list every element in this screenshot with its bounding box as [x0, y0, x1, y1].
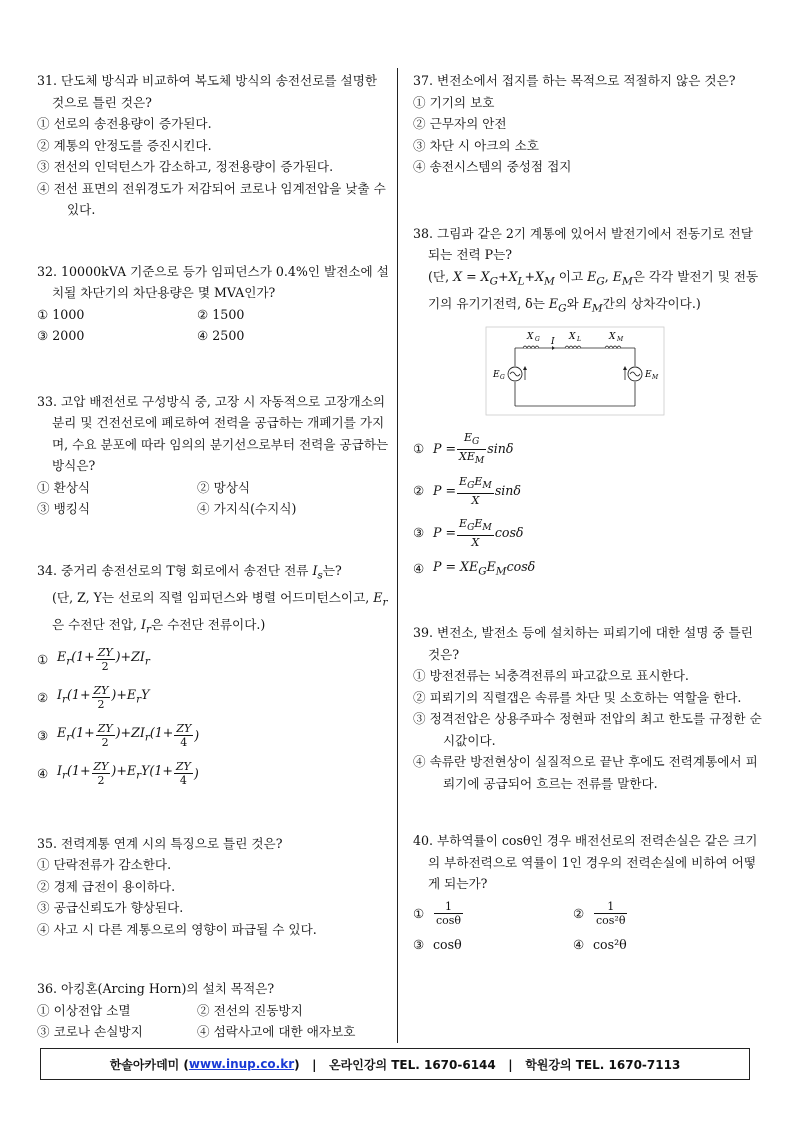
- question-34-title: 34. 중거리 송전선로의 T형 회로에서 송전단 전류 $I_s$는?: [37, 562, 342, 582]
- question-40-option-4[interactable]: ④ cos²θ: [573, 936, 627, 952]
- question-37: [413, 70, 765, 178]
- left-column: [37, 70, 389, 1043]
- question-35-option-3[interactable]: ③ 공급신뢰도가 향상된다.: [37, 900, 184, 916]
- question-31-option-3[interactable]: ③ 전선의 인덕턴스가 감소하고, 정전용량이 증가된다.: [37, 159, 334, 174]
- question-40-option-1[interactable]: ① $\frac{1}{\cos\theta}$: [413, 900, 462, 928]
- question-40-option-2[interactable]: ② $\frac{1}{\text{cos²θ}}$: [573, 900, 626, 928]
- question-34-option-3[interactable]: ③ $E_r(1+$ $\frac{ZY}{2}$ )$+ZI_r(1+$ $\frac{ZY}{4}$ ): [37, 722, 200, 750]
- eg-label: E: [493, 369, 500, 380]
- question-38-option-3[interactable]: ③ P = $\frac{E_GE_M}{X}$ cosδ: [413, 517, 524, 549]
- svg-text:M: M: [652, 373, 659, 381]
- question-33-option-3[interactable]: ③ 뱅킹식: [37, 501, 91, 516]
- question-36-title: 36. 아킹혼(Arcing Horn)의 설치 목적은?: [37, 981, 275, 997]
- question-35-option-1[interactable]: ① 단락전류가 감소한다.: [37, 857, 172, 873]
- question-39-option-1[interactable]: ① 방전전류는 뇌충격전류의 파고값으로 표시한다.: [413, 668, 689, 684]
- xl-label: X: [569, 331, 576, 342]
- question-38: [413, 223, 765, 585]
- question-37-option-1[interactable]: ① 기기의 보호: [413, 94, 495, 110]
- question-33-option-2[interactable]: ② 망상식: [197, 479, 251, 495]
- xg-label: X: [527, 331, 534, 342]
- question-34-option-1[interactable]: ① $E_r(1+$ $\frac{ZY}{2}$ )$+ZI_r$: [37, 646, 150, 674]
- svg-text:M: M: [617, 335, 624, 343]
- em-label: E: [645, 369, 652, 380]
- question-32-option-3[interactable]: ③ 2000: [37, 328, 85, 343]
- footer-bar: [40, 1048, 750, 1080]
- question-34-note: (단, Z, Y는 선로의 직렬 임피던스와 병렬 어드미턴스이고, $E_r$은 수전단 전압, $I_r$은 수전단 전류이다.): [52, 589, 388, 636]
- question-32: [37, 261, 389, 347]
- question-35-option-4[interactable]: ④ 사고 시 다른 계통으로의 영향이 파급될 수 있다.: [37, 921, 317, 937]
- question-35-option-2[interactable]: ② 경제 급전이 용이하다.: [37, 878, 176, 894]
- question-32-title: 32. 10000kVA 기준으로 등가 임피던스가 0.4%인 발전소에 설치될 차단기의 차단용량은 몇 MVA인가?: [37, 263, 389, 300]
- question-39-option-4[interactable]: ④ 속류란 방전현상이 실질적으로 끝난 후에도 전력계통에서 피뢰기에 공급되어 흐르는 전류를 말한다.: [413, 754, 758, 791]
- question-33: [37, 391, 389, 520]
- current-label: I: [551, 336, 555, 347]
- question-33-title: 33. 고압 배전선로 구성방식 중, 고장 시 자동적으로 고장개소의 분리 및 건전선로에 폐로하여 전력을 공급하는 개폐기를 가지며, 수요 분포에 따라 임의의 분기선으로부터 전력을 공급하는 방식은?: [37, 393, 389, 473]
- question-38-option-1[interactable]: ① P = $\frac{E_G}{XE_M}$ sinδ: [413, 431, 514, 466]
- svg-text:L: L: [577, 335, 581, 343]
- question-39-option-3[interactable]: ③ 정격전압은 상용주파수 정현파 전압의 최고 한도를 규정한 순시값이다.: [413, 711, 762, 748]
- question-33-option-4[interactable]: ④ 가지식(수지식): [197, 501, 297, 516]
- question-32-option-1[interactable]: ① 1000: [37, 306, 85, 322]
- question-31-title: 31. 단도체 방식과 비교하여 복도체 방식의 송전선로를 설명한 것으로 틀린 것은?: [37, 73, 378, 110]
- question-36-option-3[interactable]: ③ 코로나 손실방지: [37, 1024, 143, 1040]
- question-31-option-1[interactable]: ① 선로의 송전용량이 증가된다.: [37, 116, 212, 131]
- question-38-title: 38. 그림과 같은 2기 계통에 있어서 발전기에서 전동기로 전달되는 전력 P는?: [413, 225, 753, 262]
- question-40: [413, 830, 765, 957]
- question-33-option-1[interactable]: ① 환상식: [37, 479, 91, 495]
- question-35: [37, 833, 389, 941]
- question-32-option-2[interactable]: ② 1500: [197, 306, 245, 322]
- question-37-title: 37. 변전소에서 접지를 하는 목적으로 적절하지 않은 것은?: [413, 73, 736, 88]
- question-40-option-3[interactable]: ③ cosθ: [413, 936, 462, 952]
- question-34-option-2[interactable]: ② $I_r(1+$ $\frac{ZY}{2}$ )$+E_rY$: [37, 684, 150, 712]
- question-37-option-4[interactable]: ④ 송전시스템의 중성점 접지: [413, 159, 572, 174]
- website-link[interactable]: www.inup.co.kr: [188, 1057, 295, 1071]
- question-39-title: 39. 변전소, 발전소 등에 설치하는 피뢰기에 대한 설명 중 틀린 것은?: [413, 625, 753, 662]
- question-38-note: (단, $X = X_G+X_L+X_M$ 이고 $E_G$, $E_M$은 각각 발전기 및 전동기의 유기기전력, δ는 $E_G$와 $E_M$간의 상차각이다.): [428, 268, 759, 315]
- svg-text:G: G: [535, 335, 540, 343]
- question-36-option-4[interactable]: ④ 섬락사고에 대한 애자보호: [197, 1024, 356, 1040]
- question-39: [413, 622, 765, 794]
- question-34: [37, 560, 389, 793]
- question-38-option-4[interactable]: ④ $P = XE_GE_M\cos\delta$: [413, 558, 536, 578]
- question-35-title: 35. 전력계통 연계 시의 특징으로 틀린 것은?: [37, 835, 283, 851]
- xm-label: X: [609, 331, 616, 342]
- question-36-option-2[interactable]: ② 전선의 진동방지: [197, 1002, 303, 1018]
- question-36: [37, 978, 389, 1043]
- question-31-option-4[interactable]: ④ 전선 표면의 전위경도가 저감되어 코로나 임계전압을 낮출 수 있다.: [37, 180, 386, 217]
- question-39-option-2[interactable]: ② 피뢰기의 직렬갭은 속류를 차단 및 소호하는 역할을 한다.: [413, 689, 742, 705]
- two-machine-circuit-diagram: [485, 326, 665, 416]
- svg-text:G: G: [500, 373, 505, 381]
- question-31: [37, 70, 389, 221]
- question-37-option-2[interactable]: ② 근무자의 안전: [413, 116, 507, 131]
- footer-prefix: 한솔아카데미 (: [109, 1057, 189, 1072]
- question-40-title: 40. 부하역률이 cosθ인 경우 배전선로의 전력손실은 같은 크기의 부하전력으로 역률이 1인 경우의 전력손실에 비하여 어떻게 되는가?: [413, 833, 758, 892]
- question-32-option-4[interactable]: ④ 2500: [197, 328, 245, 343]
- question-38-option-2[interactable]: ② P = $\frac{E_GE_M}{X}$ sinδ: [413, 475, 521, 507]
- question-36-option-1[interactable]: ① 이상전압 소멸: [37, 1002, 131, 1018]
- question-34-option-4[interactable]: ④ $I_r(1+$ $\frac{ZY}{2}$ )$+E_rY(1+$ $\frac{ZY}{4}$ ): [37, 760, 199, 788]
- footer-contact: ) | 온라인강의 TEL. 1670-6144 | 학원강의 TEL. 1670-7113: [294, 1057, 681, 1072]
- right-column: [413, 70, 765, 957]
- question-37-option-3[interactable]: ③ 차단 시 아크의 소호: [413, 137, 539, 153]
- question-31-option-2[interactable]: ② 계통의 안정도를 증진시킨다.: [37, 137, 212, 153]
- column-divider: [397, 68, 398, 1043]
